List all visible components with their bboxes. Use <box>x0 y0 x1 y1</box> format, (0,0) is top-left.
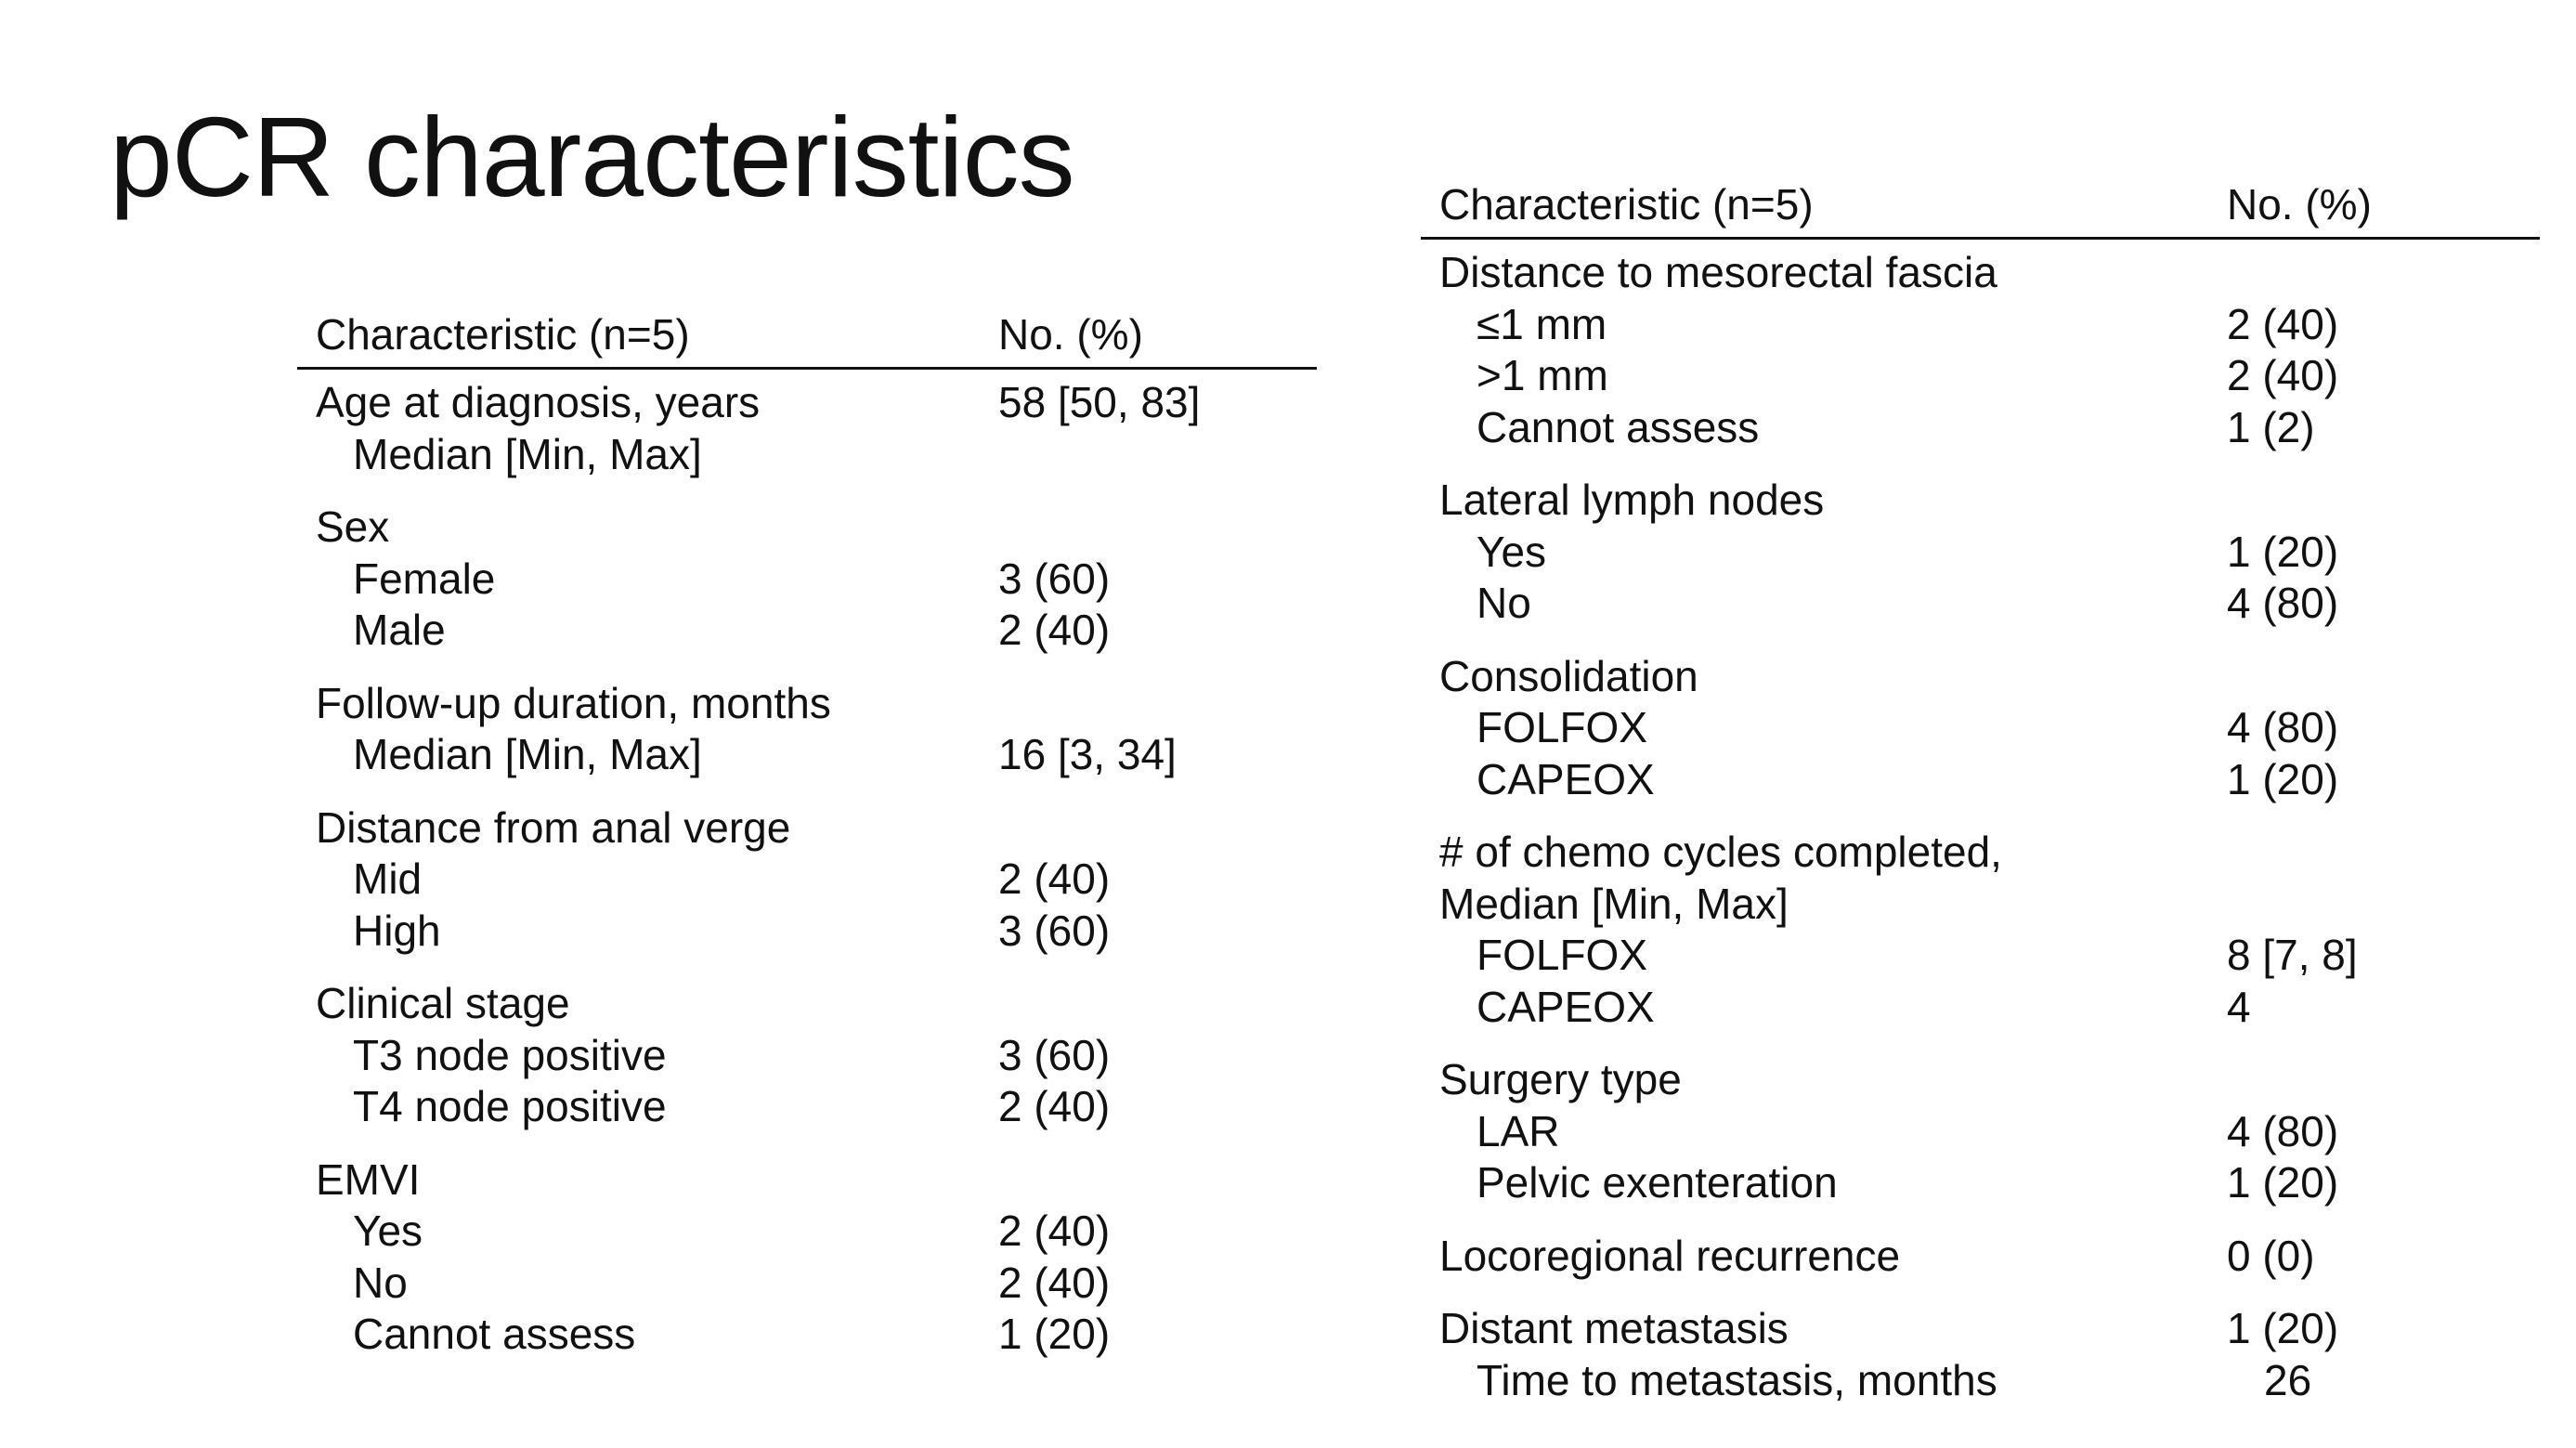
row-value: 58 [50, 83] <box>998 378 1201 426</box>
row-value: 2 (40) <box>998 606 1111 654</box>
row-label: Sex <box>316 502 390 551</box>
row-value: 3 (60) <box>998 554 1111 603</box>
header-characteristic: Characteristic (n=5) <box>316 310 690 359</box>
row-value: 1 (20) <box>998 1310 1111 1358</box>
row-label: T3 node positive <box>353 1030 667 1079</box>
row-value: 2 (40) <box>998 1082 1111 1130</box>
row-value: 1 (20) <box>2227 527 2339 576</box>
row-label: Clinical stage <box>316 979 570 1027</box>
row-value: 2 (40) <box>998 1258 1111 1307</box>
row-label: High <box>353 906 441 955</box>
table-row <box>1421 879 2540 931</box>
table-row <box>297 554 1317 606</box>
row-label: Distance from anal verge <box>316 802 791 852</box>
row-label: Surgery type <box>1439 1055 1682 1103</box>
row-label: Consolidation <box>1439 651 1698 700</box>
row-label: Male <box>353 606 446 654</box>
table-row <box>1421 702 2540 754</box>
row-label: Follow-up duration, months <box>316 678 831 727</box>
row-value: 3 (60) <box>998 906 1111 955</box>
table-row <box>1421 651 2540 703</box>
header-characteristic: Characteristic (n=5) <box>1439 180 1814 228</box>
group-distant-metastasis <box>1421 1303 2540 1406</box>
table-row <box>297 978 1317 1030</box>
row-label: FOLFOX <box>1477 931 1648 979</box>
table-row <box>1421 1303 2540 1355</box>
table-row <box>297 729 1317 781</box>
table-row <box>297 1030 1317 1082</box>
table-row <box>297 605 1317 657</box>
row-value: 1 (20) <box>2227 1304 2339 1352</box>
row-label: ≤1 mm <box>1477 299 1607 348</box>
table-row <box>1421 350 2540 402</box>
row-label: FOLFOX <box>1477 703 1648 751</box>
row-value: 2 (40) <box>998 1207 1111 1255</box>
row-label: No <box>1477 579 1531 627</box>
row-value: 1 (20) <box>2227 754 2339 803</box>
table-row <box>1421 930 2540 982</box>
table-row <box>297 906 1317 958</box>
row-value: 1 (2) <box>2227 402 2315 451</box>
table-row <box>1421 402 2540 454</box>
table-row <box>1421 827 2540 879</box>
table-row <box>1421 299 2540 351</box>
row-label: LAR <box>1477 1106 1560 1155</box>
row-value: 4 (80) <box>2227 703 2339 751</box>
slide-title: pCR characteristics <box>110 94 1074 220</box>
table-header <box>297 302 1317 370</box>
table-row <box>297 1258 1317 1310</box>
group-emvi <box>297 1154 1317 1361</box>
table-row <box>1421 475 2540 527</box>
row-label: Distance to mesorectal fascia <box>1439 248 1997 296</box>
table-row <box>1421 1106 2540 1158</box>
table-row <box>297 854 1317 906</box>
row-value: 3 (60) <box>998 1030 1111 1079</box>
table-row <box>297 502 1317 554</box>
row-label: Yes <box>353 1207 423 1255</box>
row-label: Yes <box>1477 527 1547 576</box>
table-row <box>1421 754 2540 806</box>
table-header <box>1421 172 2540 240</box>
row-label: >1 mm <box>1477 351 1608 399</box>
row-value: 16 [3, 34] <box>998 730 1177 778</box>
group-chemo-cycles <box>1421 827 2540 1033</box>
table-row <box>1421 1231 2540 1283</box>
table-row <box>297 802 1317 854</box>
row-value: 2 (40) <box>998 854 1111 903</box>
table-row <box>297 1206 1317 1258</box>
row-label: Median [Min, Max] <box>1439 879 1789 928</box>
row-value: 26 <box>2264 1355 2312 1404</box>
group-lateral-lymph-nodes <box>1421 475 2540 630</box>
row-value: 8 [7, 8] <box>2227 931 2358 979</box>
table-row <box>1421 1355 2540 1407</box>
group-mesorectal-fascia <box>1421 247 2540 453</box>
table-row <box>1421 527 2540 579</box>
group-sex <box>297 502 1317 657</box>
row-label: CAPEOX <box>1477 982 1655 1031</box>
row-value: 4 <box>2227 982 2251 1031</box>
row-label: T4 node positive <box>353 1082 667 1130</box>
header-value: No. (%) <box>2227 180 2372 228</box>
row-label: Cannot assess <box>353 1310 636 1358</box>
group-locoregional-recurrence <box>1421 1231 2540 1283</box>
row-value: 2 (40) <box>2227 299 2339 348</box>
table-row <box>297 377 1317 429</box>
table-row <box>297 1154 1317 1207</box>
row-value: 4 (80) <box>2227 579 2339 627</box>
row-value: 1 (20) <box>2227 1158 2339 1207</box>
group-follow-up <box>297 678 1317 781</box>
table-row <box>1421 982 2540 1034</box>
table-row <box>297 678 1317 730</box>
group-consolidation <box>1421 651 2540 806</box>
row-label: Time to metastasis, months <box>1477 1355 1997 1404</box>
row-label: Female <box>353 554 496 603</box>
table-row <box>1421 1157 2540 1209</box>
row-label: EMVI <box>316 1154 421 1204</box>
characteristics-table-left <box>297 302 1317 1382</box>
row-value: 2 (40) <box>2227 351 2339 399</box>
header-value: No. (%) <box>998 310 1143 359</box>
row-label: Lateral lymph nodes <box>1439 476 1825 524</box>
characteristics-table-right <box>1421 172 2540 1428</box>
row-label: Mid <box>353 854 423 903</box>
row-label: Cannot assess <box>1477 402 1760 451</box>
row-label: Median [Min, Max] <box>353 730 702 778</box>
row-label: Age at diagnosis, years <box>316 378 761 426</box>
table-row <box>1421 247 2540 299</box>
group-surgery-type <box>1421 1054 2540 1209</box>
row-label: No <box>353 1258 408 1307</box>
table-row <box>297 429 1317 481</box>
row-value: 4 (80) <box>2227 1106 2339 1155</box>
row-value: 0 (0) <box>2227 1231 2315 1280</box>
table-row <box>297 1309 1317 1361</box>
row-label: Distant metastasis <box>1439 1304 1789 1352</box>
row-label: Pelvic exenteration <box>1477 1158 1838 1207</box>
table-row <box>297 1081 1317 1133</box>
row-label: # of chemo cycles completed, <box>1439 828 2002 876</box>
table-row <box>1421 1054 2540 1106</box>
group-age <box>297 377 1317 480</box>
table-row <box>1421 578 2540 630</box>
group-anal-verge <box>297 802 1317 958</box>
row-label: Median [Min, Max] <box>353 429 702 478</box>
row-label: Locoregional recurrence <box>1439 1231 1901 1280</box>
row-label: CAPEOX <box>1477 754 1655 803</box>
group-clinical-stage <box>297 978 1317 1133</box>
